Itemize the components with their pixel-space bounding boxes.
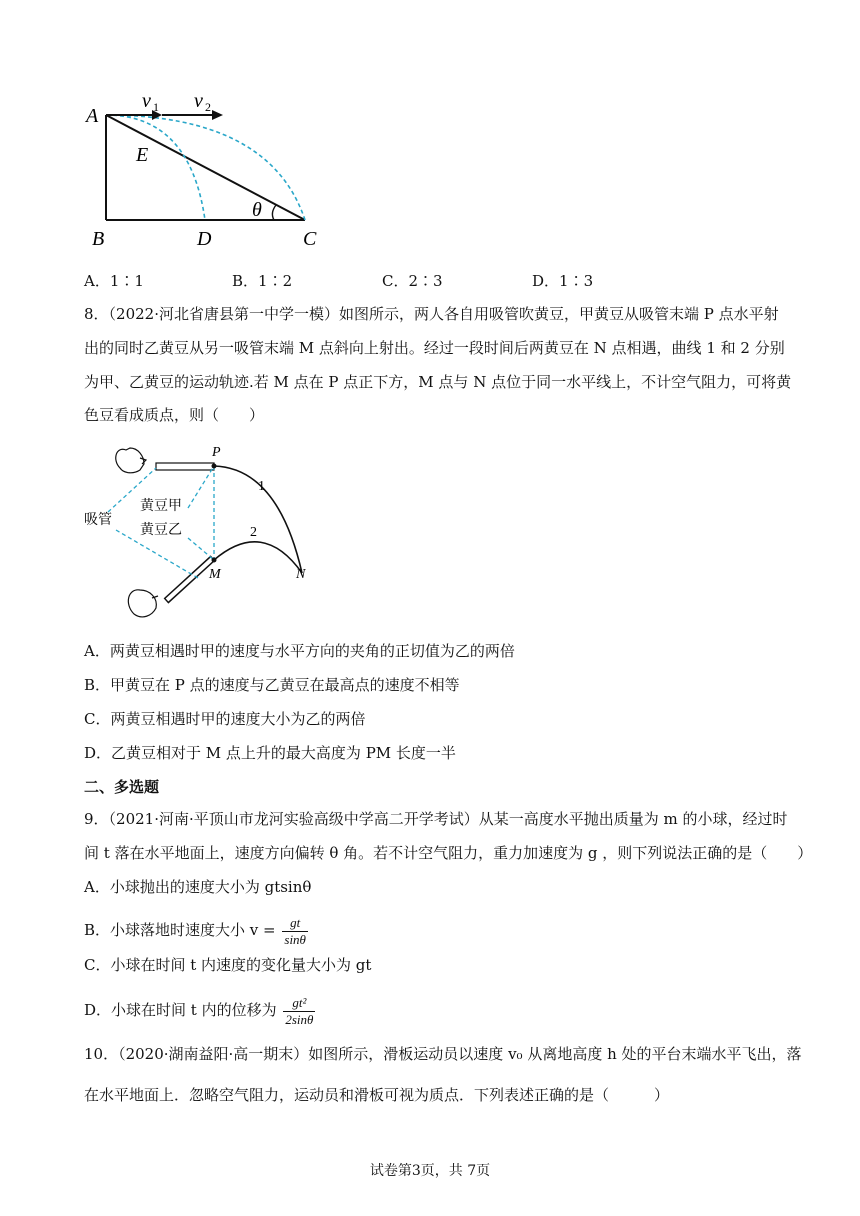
q10-stem-line-1: 10．（2020·湖南益阳·高一期末）如图所示，滑板运动员以速度 v₀ 从离地高度 h 处的平台末端水平飞出，落 bbox=[84, 1045, 802, 1063]
q9-stem-line-2: 间 t 落在水平地面上，速度方向偏转 θ 角。若不计空气阻力，重力加速度为 g ，则下列说法正确的是（ ） bbox=[84, 844, 813, 862]
q7-option-c[interactable]: C．2∶3 bbox=[382, 272, 443, 290]
label-A: A bbox=[86, 105, 99, 127]
q9-option-d[interactable] bbox=[84, 990, 784, 1030]
q8-option-c[interactable]: C．两黄豆相遇时甲的速度大小为乙的两倍 bbox=[84, 710, 366, 728]
q8-stem-line-2: 出的同时乙黄豆从另一吸管末端 M 点斜向上射出。经过一段时间后两黄豆在 N 点相遇，曲线 1 和 2 分别 bbox=[84, 339, 785, 357]
label-bean-yi: 黄豆乙 bbox=[140, 523, 182, 538]
bean-straw-figure bbox=[78, 438, 338, 628]
q7-options bbox=[0, 270, 860, 292]
person-bottom-icon bbox=[128, 590, 158, 617]
q8-option-d[interactable]: D．乙黄豆相对于 M 点上升的最大高度为 PM 长度一半 bbox=[84, 744, 456, 762]
q9-option-b-fraction: $\frac{gt}{\sin\theta}$ bbox=[284, 914, 306, 947]
label-v2-sub: 2 bbox=[205, 100, 211, 114]
q9-option-b[interactable] bbox=[84, 910, 784, 950]
section-heading-multiple-choice: 二、多选题 bbox=[84, 778, 160, 796]
label-v1: v bbox=[142, 90, 151, 112]
q9-option-a[interactable]: A．小球抛出的速度大小为 gtsinθ bbox=[84, 878, 312, 896]
projectile-incline-figure bbox=[80, 85, 340, 255]
q10-stem-line-2: 在水平地面上．忽略空气阻力，运动员和滑板可视为质点．下列表述正确的是（ ） bbox=[84, 1086, 670, 1104]
label-E: E bbox=[136, 144, 149, 166]
label-D: D bbox=[197, 228, 212, 250]
straw-top bbox=[156, 463, 214, 470]
label-bean-jia: 黄豆甲 bbox=[140, 499, 182, 514]
q7-option-b[interactable]: B．1∶2 bbox=[232, 272, 293, 290]
label-C: C bbox=[303, 228, 317, 250]
label-M: M bbox=[209, 567, 221, 582]
q9-option-b-text: B．小球落地时速度大小 v = bbox=[84, 921, 276, 939]
q9-option-c[interactable]: C．小球在时间 t 内速度的变化量大小为 gt bbox=[84, 956, 372, 974]
q8-option-a[interactable]: A．两黄豆相遇时甲的速度与水平方向的夹角的正切值为乙的两倍 bbox=[84, 642, 515, 660]
person-top-icon bbox=[116, 448, 146, 473]
label-v1-sub: 1 bbox=[153, 100, 159, 114]
trajectory-2 bbox=[214, 542, 302, 573]
label-curve-1: 1 bbox=[258, 479, 265, 494]
q8-stem-line-1: 8．（2022·河北省唐县第一中学一模）如图所示，两人各自用吸管吹黄豆，甲黄豆从吸管末端 P 点水平射 bbox=[84, 305, 779, 323]
q8-stem-line-3: 为甲、乙黄豆的运动轨迹.若 M 点在 P 点正下方，M 点与 N 点位于同一水平线上，不计空气阻力，可将黄 bbox=[84, 373, 792, 391]
label-P: P bbox=[212, 445, 221, 460]
label-B: B bbox=[92, 228, 105, 250]
label-v2: v bbox=[194, 90, 203, 112]
q7-option-a[interactable]: A．1∶1 bbox=[84, 272, 144, 290]
label-theta: θ bbox=[252, 199, 262, 221]
label-curve-2: 2 bbox=[250, 525, 257, 540]
label-N: N bbox=[296, 567, 306, 582]
page-footer: 试卷第3页，共 7页 bbox=[369, 1163, 491, 1179]
label-straw: 吸管 bbox=[84, 513, 112, 528]
q9-option-d-text: D．小球在时间 t 内的位移为 bbox=[84, 1001, 277, 1019]
q7-option-d[interactable]: D．1∶3 bbox=[532, 272, 594, 290]
q8-option-b[interactable]: B．甲黄豆在 P 点的速度与乙黄豆在最高点的速度不相等 bbox=[84, 676, 460, 694]
q9-option-d-fraction: $\frac{\text{gt²}}{2\sin\theta}$ bbox=[285, 994, 314, 1027]
q8-stem-line-4: 色豆看成质点，则（ ） bbox=[84, 406, 265, 424]
q9-stem-line-1: 9．（2021·河南·平顶山市龙河实验高级中学高二开学考试）从某一高度水平抛出质量为 m 的小球，经过时 bbox=[84, 810, 788, 828]
